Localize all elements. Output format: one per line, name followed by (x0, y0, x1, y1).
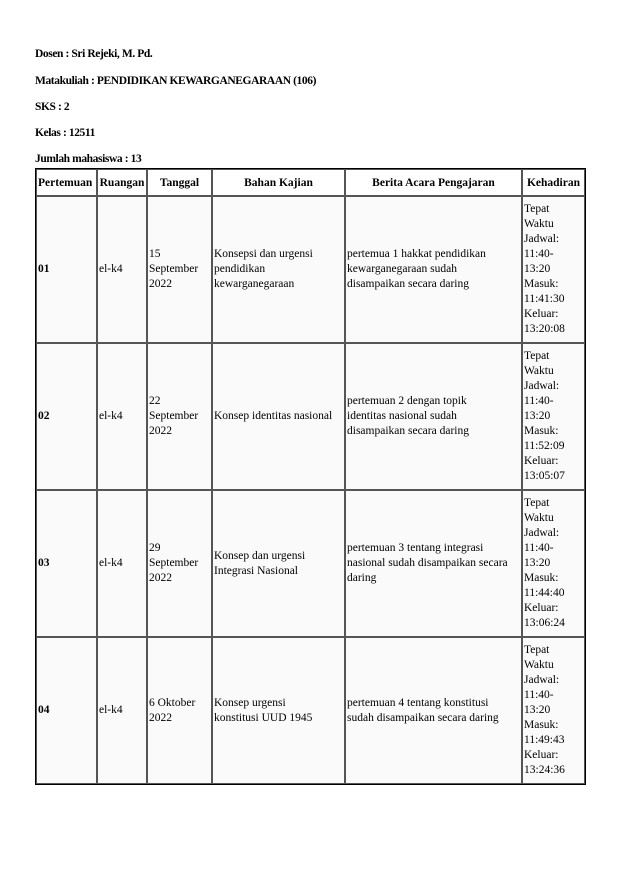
cell-tanggal-line: September (149, 263, 199, 275)
cell-berita-acara-line: pertemua 1 hakkat pendidikan (347, 248, 486, 260)
cell-kehadiran-line: Keluar: (524, 749, 559, 761)
cell-ruangan: el-k4 (97, 196, 147, 343)
cell-tanggal-line: 2022 (149, 572, 172, 584)
cell-kehadiran (522, 637, 585, 784)
cell-kehadiran-line: 13:20:08 (524, 323, 565, 335)
cell-berita-acara-line: identitas nasional sudah (347, 410, 457, 422)
cell-bahan-kajian-line: pendidikan (214, 263, 266, 275)
cell-kehadiran-line: 13:05:07 (524, 470, 565, 482)
cell-kehadiran-line: 11:52:09 (524, 440, 565, 452)
cell-ruangan: el-k4 (97, 637, 147, 784)
cell-berita-acara (345, 490, 522, 637)
cell-bahan-kajian-line: Konsep urgensi (214, 696, 286, 709)
cell-tanggal (147, 343, 212, 490)
cell-kehadiran-line: Keluar: (524, 455, 559, 467)
cell-ruangan: el-k4 (97, 343, 147, 490)
cell-kehadiran-line: Jadwal: (524, 527, 560, 539)
cell-pertemuan: 03 (36, 490, 97, 637)
cell-berita-acara-line: disampaikan secara daring (347, 278, 469, 290)
cell-bahan-kajian-line: Integrasi Nasional (214, 564, 298, 577)
cell-bahan-kajian (212, 196, 345, 343)
cell-bahan-kajian-line: kewarganegaraan (214, 278, 295, 290)
col-header-tanggal: Tanggal (147, 169, 212, 196)
cell-berita-acara-line: pertemuan 2 dengan topik (347, 395, 467, 407)
cell-kehadiran-line: Keluar: (524, 602, 559, 614)
cell-kehadiran-line: Jadwal: (524, 674, 560, 686)
cell-tanggal-line: 2022 (149, 278, 172, 290)
cell-bahan-kajian (212, 343, 345, 490)
cell-bahan-kajian-line: Konsep identitas nasional (214, 410, 333, 422)
cell-bahan-kajian-line: Konsep dan urgensi (214, 549, 306, 562)
cell-berita-acara-line: pertemuan 4 tentang konstitusi (347, 696, 489, 709)
cell-tanggal (147, 196, 212, 343)
col-header-berita-acara: Berita Acara Pengajaran (345, 169, 522, 196)
cell-berita-acara-line: daring (347, 572, 377, 584)
cell-tanggal-line: 15 (149, 248, 161, 260)
cell-tanggal (147, 637, 212, 784)
cell-tanggal-line: 2022 (149, 425, 172, 437)
cell-tanggal (147, 490, 212, 637)
kelas-line: Kelas : 12511 (35, 127, 95, 139)
cell-kehadiran-line: 13:06:24 (524, 617, 565, 629)
jumlah-mahasiswa-line: Jumlah mahasiswa : 13 (35, 153, 142, 165)
cell-kehadiran-line: Tepat (524, 644, 550, 656)
cell-kehadiran-line: Waktu (524, 659, 554, 671)
cell-kehadiran-line: 13:24:36 (524, 764, 565, 776)
cell-kehadiran-line: 13:20 (524, 410, 551, 422)
cell-kehadiran-line: Waktu (524, 512, 554, 524)
cell-kehadiran-line: Jadwal: (524, 233, 560, 245)
cell-bahan-kajian-line: konstitusi UUD 1945 (214, 711, 313, 724)
cell-kehadiran-line: Keluar: (524, 308, 559, 320)
cell-kehadiran (522, 343, 585, 490)
cell-kehadiran-line: 13:20 (524, 557, 551, 569)
cell-berita-acara-line: pertemuan 3 tentang integrasi (347, 542, 484, 554)
cell-bahan-kajian (212, 490, 345, 637)
cell-ruangan: el-k4 (97, 490, 147, 637)
dosen-line: Dosen : Sri Rejeki, M. Pd. (35, 48, 153, 60)
cell-kehadiran-line: Waktu (524, 365, 554, 377)
cell-berita-acara-line: sudah disampaikan secara daring (347, 711, 499, 724)
cell-berita-acara-line: disampaikan secara daring (347, 425, 469, 437)
cell-kehadiran-line: 11:40- (524, 248, 554, 260)
cell-kehadiran-line: 13:20 (524, 263, 551, 275)
col-header-bahan-kajian: Bahan Kajian (212, 169, 345, 196)
cell-pertemuan: 02 (36, 343, 97, 490)
matakuliah-line: Matakuliah : PENDIDIKAN KEWARGANEGARAAN (106) (35, 75, 317, 87)
cell-berita-acara (345, 343, 522, 490)
col-header-pertemuan: Pertemuan (36, 169, 97, 196)
cell-tanggal-line: 29 (149, 542, 161, 554)
cell-kehadiran-line: 11:41:30 (524, 293, 565, 305)
cell-kehadiran-line: Tepat (524, 350, 550, 362)
cell-kehadiran-line: 11:49:43 (524, 734, 565, 746)
cell-bahan-kajian-line: Konsepsi dan urgensi (214, 248, 313, 260)
cell-kehadiran-line: Tepat (524, 203, 550, 215)
col-header-kehadiran: Kehadiran (522, 169, 585, 196)
cell-kehadiran-line: 13:20 (524, 704, 551, 716)
cell-kehadiran (522, 490, 585, 637)
table-header-row (36, 169, 585, 196)
col-header-ruangan: Ruangan (97, 169, 147, 196)
cell-kehadiran-line: Masuk: (524, 278, 559, 290)
cell-tanggal-line: 2022 (149, 711, 172, 724)
cell-tanggal-line: September (149, 557, 199, 569)
attendance-table (35, 168, 586, 785)
cell-kehadiran-line: Jadwal: (524, 380, 560, 392)
cell-bahan-kajian (212, 637, 345, 784)
sks-line: SKS : 2 (35, 101, 70, 113)
cell-kehadiran-line: Masuk: (524, 719, 559, 731)
cell-berita-acara-line: kewarganegaraan sudah (347, 263, 457, 275)
cell-kehadiran-line: Masuk: (524, 425, 559, 437)
cell-kehadiran-line: Waktu (524, 218, 554, 230)
table-row (36, 490, 585, 637)
cell-berita-acara (345, 196, 522, 343)
cell-berita-acara (345, 637, 522, 784)
cell-tanggal-line: 22 (149, 395, 161, 407)
cell-kehadiran (522, 196, 585, 343)
cell-kehadiran-line: 11:44:40 (524, 587, 565, 599)
cell-kehadiran-line: 11:40- (524, 395, 554, 407)
cell-berita-acara-line: nasional sudah disampaikan secara (347, 557, 508, 569)
cell-tanggal-line: September (149, 410, 199, 422)
table-row (36, 637, 585, 784)
cell-kehadiran-line: Tepat (524, 497, 550, 509)
cell-tanggal-line: 6 Oktober (149, 696, 196, 709)
cell-kehadiran-line: 11:40- (524, 689, 554, 701)
cell-pertemuan: 01 (36, 196, 97, 343)
cell-kehadiran-line: Masuk: (524, 572, 559, 584)
table-row (36, 343, 585, 490)
cell-kehadiran-line: 11:40- (524, 542, 554, 554)
cell-pertemuan: 04 (36, 637, 97, 784)
table-row (36, 196, 585, 343)
